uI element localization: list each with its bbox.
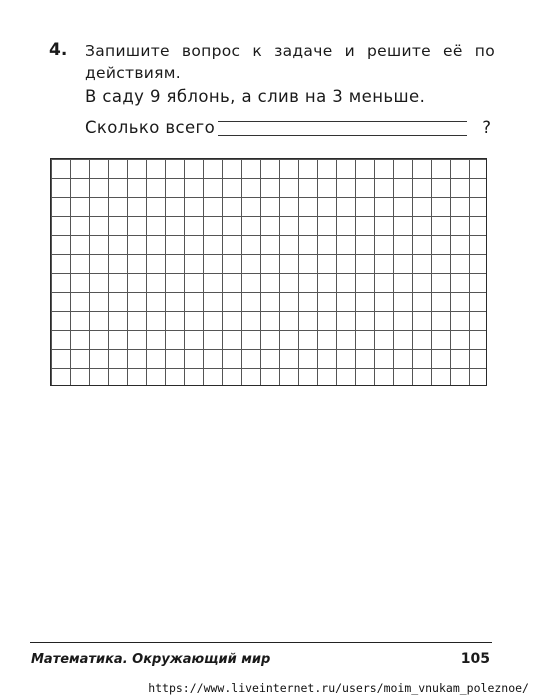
answer-line-1[interactable] — [218, 121, 467, 122]
task-instruction: Запишите вопрос к задаче и решите её по действиям. — [85, 42, 495, 82]
task-number: 4. — [49, 40, 68, 60]
page-number: 105 — [460, 651, 490, 667]
question-mark: ? — [482, 118, 491, 137]
squared-writing-grid[interactable] — [50, 158, 487, 386]
question-row — [85, 118, 495, 140]
answer-line-2[interactable] — [218, 135, 467, 136]
footer-title: Математика. Окружающий мир — [31, 652, 271, 667]
task-problem: В саду 9 яблонь, а слив на 3 меньше. — [85, 87, 426, 106]
footer-divider — [30, 642, 492, 643]
question-prefix: Сколько всего — [85, 118, 216, 137]
watermark-url: https://www.liveinternet.ru/users/moim_vnukam_poleznoe/ — [148, 681, 529, 695]
